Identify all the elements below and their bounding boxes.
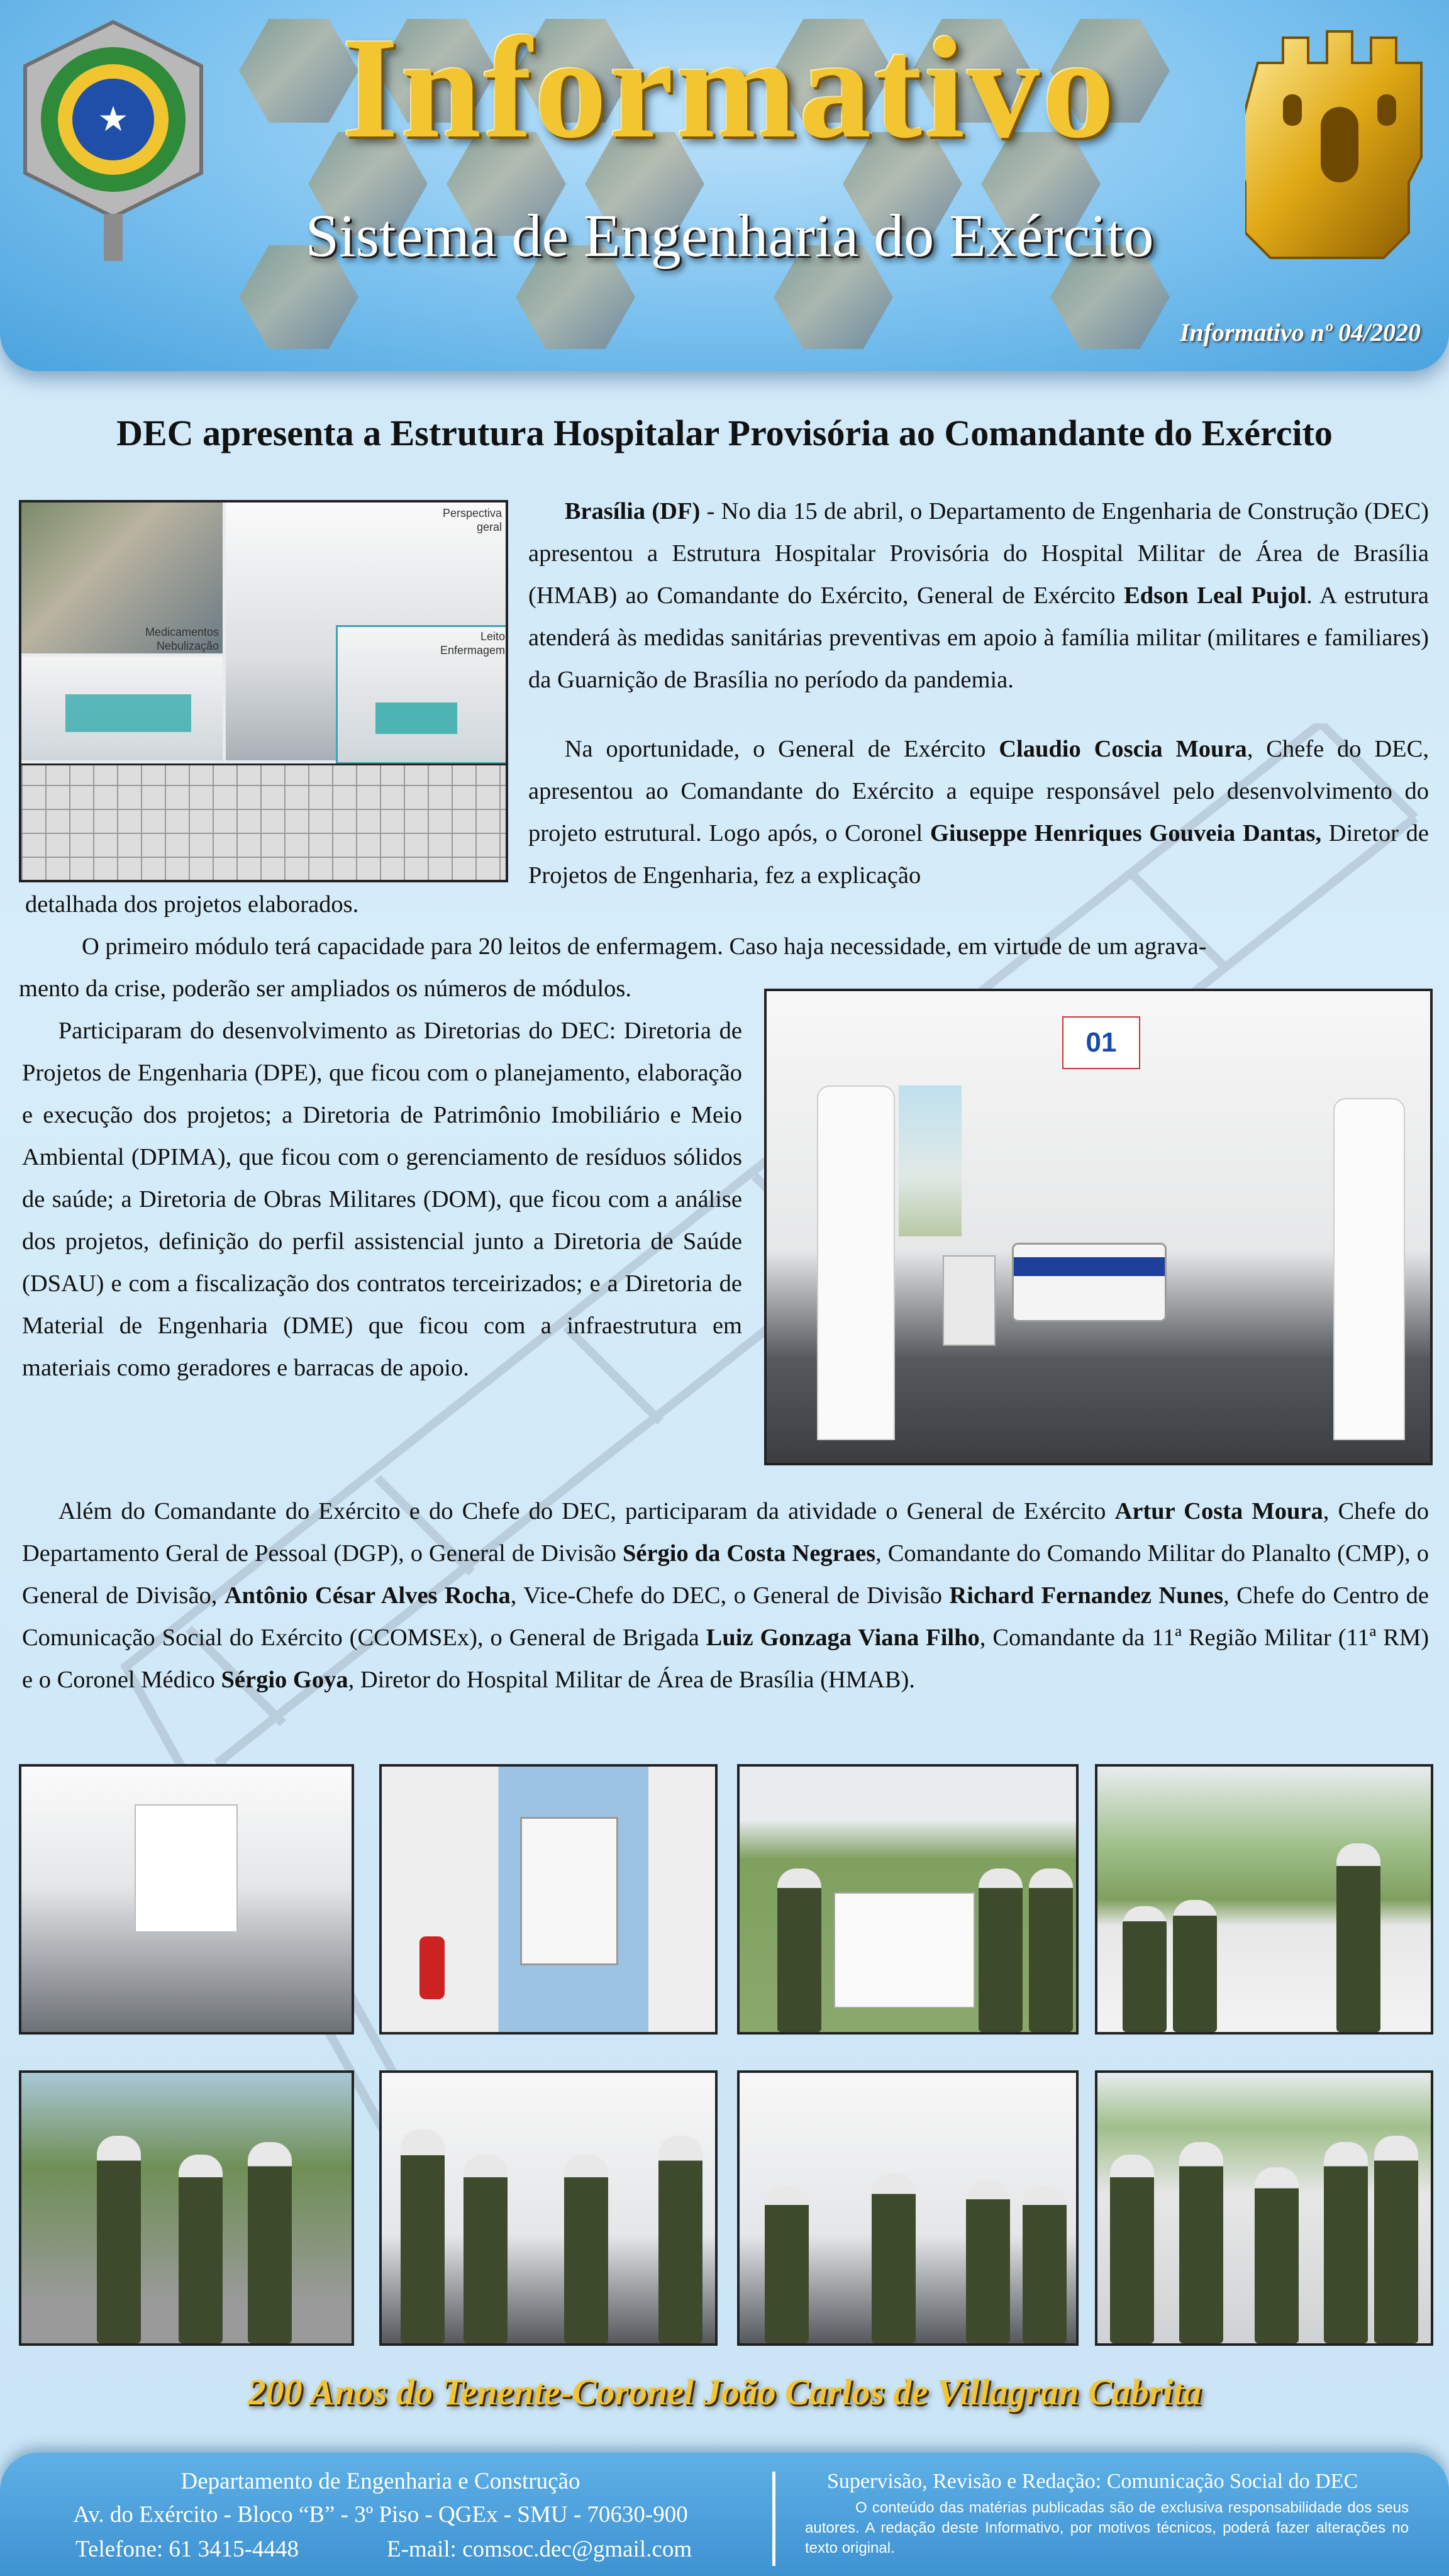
masthead [0,0,1449,371]
paragraph-5: Além do Comandante do Exército e do Chefe do DEC, participaram da atividade o General de Exército Artur Costa Moura, Chefe do Departamento Geral de Pessoal (DGP), o General de Divisão Sérgio da Costa Negraes, Comandante do Comando Militar do Planalto (CMP), o General de Divisão, Antônio César Alves Rocha, Vice-Chefe do DEC, o General de Divisão Richard Fernandez Nunes, Chefe do Centro de Comunicação Social do Exército (CCOMSEx), o General de Brigada Luiz Gonzaga Viana Filho, Comandante da 11ª Região Militar (11ª RM) e o Coronel Médico Sérgio Goya, Diretor do Hospital Militar de Área de Brasília (HMAB). [22,1498,1430,1693]
army-star-emblem-icon [19,19,208,264]
perspective-label: Perspectiva geral [442,507,502,533]
footer-divider [772,2472,775,2566]
inspection-photo-3 [1095,2070,1433,2346]
nursing-label: Leito Enfermagem [440,630,505,657]
corridor-photo [19,1764,354,2035]
article-headline: DEC apresenta a Estrutura Hospitalar Provisória ao Comandante do Exército [116,413,1333,453]
ambulance [520,1817,618,1965]
ambulance-photo [379,1764,718,2035]
hospital-bed [1012,1243,1167,1322]
footer [0,2453,1449,2576]
walking-officers-photo [19,2070,354,2346]
briefing-photo-1 [737,1764,1079,2035]
paragraph-2: Na oportunidade, o General de Exército Claudio Coscia Moura, Chefe do DEC, apresentou ao Comandante do Exército a equipe responsável pelo desenvolvimento do projeto estrutural. Logo após, o Coronel Giuseppe Henriques Gouveia Dantas, Diretor de Projetos de Engenharia, fez a explicação [528,736,1429,889]
footer-disclaimer: O conteúdo das matérias publicadas são de exclusiva responsabilidade dos seus autores. A redação deste Informativo, por motivos técnicos, poderá fazer alterações no texto original. [805,2499,1409,2557]
engineer-castle-icon [1245,25,1434,289]
room-number-sign: 01 [1062,1016,1140,1069]
hospital-bed-photo [764,989,1433,1465]
footer-email[interactable]: E-mail: comsoc.dec@gmail.com [387,2536,692,2562]
footer-org: Departamento de Engenharia e Construção [180,2468,580,2494]
floor-plan-figure [19,500,508,882]
svg-text:★: ★ [97,99,129,139]
footer-address: Av. do Exército - Bloco “B” - 3º Piso - QGEx - SMU - 70630-900 [73,2502,688,2528]
inspection-photo-2 [737,2070,1079,2346]
medication-label: Medicamentos Nebulização [145,626,219,652]
floor-plan-image [21,763,506,882]
footer-phone: Telefone: 61 3415-4448 [75,2536,299,2562]
issue-number: Informativo nº 04/2020 [1179,318,1421,347]
briefing-photo-2 [1095,1764,1433,2035]
nursing-bed-image [336,625,508,764]
fire-extinguisher [419,1936,445,1999]
masthead-subtitle: Sistema de Engenharia do Exército [305,202,1154,269]
paragraph-3-line-2: mento da crise, poderão ser ampliados os números de módulos. [19,975,632,1002]
dateline: Brasília (DF) [564,498,701,525]
paragraph-1: Brasília (DF) - No dia 15 de abril, o Departamento de Engenharia de Construção (DEC) apresentou a Estrutura Hospitalar Provisória do Hospital Militar de Área de Brasília (HMAB) ao Comandante do Exército, General de Exército Edson Leal Pujol. A estrutura atenderá às medidas sanitárias preventivas em apoio à família militar (militares e familiares) da Guarnição de Brasília no período da pandemia. [528,498,1429,693]
masthead-title: Informativo [341,8,1118,168]
medication-room-image [21,626,223,760]
paragraph-2-tail: detalhada dos projetos elaborados. [25,891,359,918]
inspection-photo-1 [379,2070,718,2346]
paragraph-3-line-1: O primeiro módulo terá capacidade para 20 leitos de enfermagem. Caso haja necessidade, em virtude de um agrava- [82,933,1207,960]
motto-banner: 200 Anos do Tenente-Coronel João Carlos de Villagran Cabrita [247,2372,1202,2412]
footer-supervision: Supervisão, Revisão e Redação: Comunicação Social do DEC [827,2470,1358,2493]
paragraph-4: Participaram do desenvolvimento as Diretorias do DEC: Diretoria de Projetos de Engenharia (DPE), que ficou com o planejamento, elaboração e execução dos projetos; a Diretoria de Patrimônio Imobiliário e Meio Ambiental (DPIMA), que ficou com o gerenciamento de resíduos sólidos de saúde; a Diretoria de Obras Militares (DOM), que ficou com a análise dos projetos, definição do perfil assistencial junto a Diretoria de Saúde (DSAU) e com a fiscalização dos contratos terceirizados; e a Diretoria de Material de Engenharia (DME) que ficou com a infraestrutura em materiais como geradores e barracas de apoio. [22,1018,742,1381]
